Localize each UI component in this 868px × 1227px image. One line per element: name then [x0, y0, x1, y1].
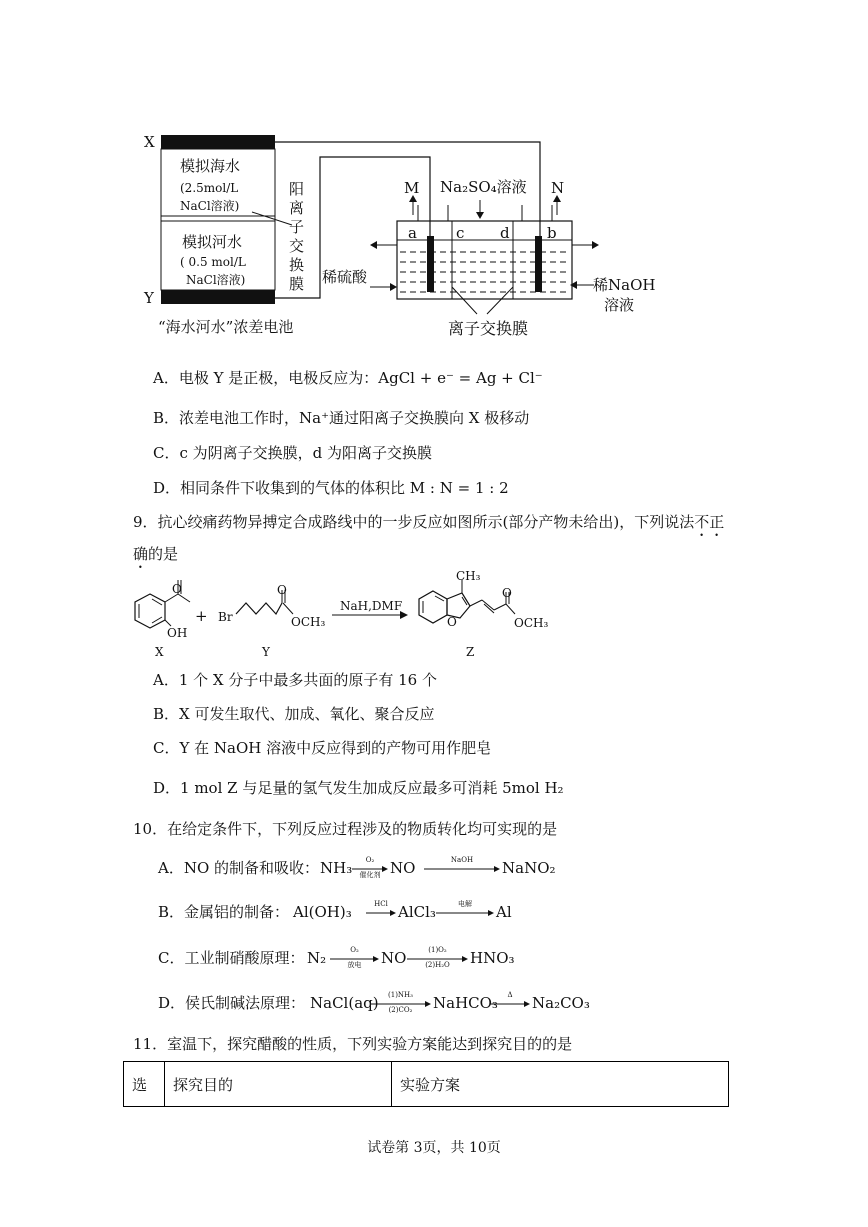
ion-membrane-label: 离子交换膜	[448, 319, 529, 338]
q10-b-arrow2-top: 电解	[458, 900, 472, 908]
q10-d-label: D．侯氏制碱法原理：	[158, 994, 306, 1012]
q10-a-label: A．NO 的制备和吸收：	[158, 859, 320, 877]
label-x: X	[144, 133, 155, 151]
q9-stem-line2: 确的是	[133, 545, 179, 563]
y-oxygen-label: O	[277, 583, 287, 597]
table-header-plan: 实验方案	[392, 1062, 729, 1107]
q9-option-a: A．1 个 X 分子中最多共面的原子有 16 个	[153, 671, 437, 689]
q11-table	[123, 1061, 729, 1107]
dilute-h2so4-label: 稀硫酸	[322, 268, 368, 286]
river-conc-label: ( 0.5 mol/L	[180, 255, 246, 269]
q10-a-s3: NaNO₂	[502, 859, 556, 877]
reaction-condition: NaH,DMF	[340, 599, 403, 613]
compound-x-label: X	[155, 645, 164, 659]
q10-c-s1: N₂	[307, 949, 327, 967]
q9-option-d: D．1 mol Z 与足量的氢气发生加成反应最多可消耗 5mol H₂	[153, 779, 564, 797]
q11-stem: 11．室温下，探究醋酸的性质，下列实验方案能达到探究目的的是	[133, 1035, 573, 1053]
label-b: b	[547, 224, 557, 242]
q10-d-arrow1-bottom: (2)CO₂	[388, 1006, 413, 1014]
table-row	[124, 1062, 729, 1107]
q10-d-s1: NaCl(aq)	[310, 994, 379, 1012]
q10-d-s2: NaHCO₃	[433, 994, 498, 1012]
compound-z-label: Z	[466, 645, 475, 659]
q8-option-a: A．电极 Y 是正极，电极反应为：AgCl + e⁻ = Ag + Cl⁻	[153, 369, 543, 387]
x-oh-label: OH	[167, 626, 188, 640]
q10-c-s3: HNO₃	[470, 949, 515, 967]
q10-a-arrow1-bottom: 催化剂	[359, 871, 381, 879]
q10-c-arrow1-top: O₂	[350, 946, 359, 954]
z-och3-label: OCH₃	[514, 616, 549, 630]
dilute-naoh-label-2: 溶液	[604, 296, 635, 314]
q10-c-arrow2-top: (1)O₂	[428, 946, 447, 954]
river-water-label: 模拟河水	[182, 233, 243, 251]
q10-d-s3: Na₂CO₃	[532, 994, 590, 1012]
q10-b-arrow1-top: HCl	[374, 900, 388, 908]
q10-d-arrow2-top: Δ	[507, 991, 513, 999]
label-y: Y	[144, 289, 154, 307]
q8-option-b: B．浓差电池工作时，Na⁺通过阳离子交换膜向 X 极移动	[153, 409, 530, 427]
compound-y-label: Y	[262, 645, 270, 659]
y-br-label: Br	[218, 610, 233, 624]
q10-c-label: C．工业制硝酸原理：	[158, 949, 305, 967]
y-och3-label: OCH₃	[291, 615, 326, 629]
page-footer: 试卷第 3页，共 10页	[367, 1140, 501, 1156]
sea-water-label: 模拟海水	[180, 157, 241, 175]
q10-c-arrow1-bottom: 放电	[347, 961, 362, 969]
cation-membrane-label: 阳离子交换膜	[289, 180, 305, 293]
emphasis-not-correct: 不正	[694, 513, 725, 531]
label-c: c	[456, 224, 465, 242]
sea-conc-label: (2.5mol/L	[180, 181, 239, 195]
q10-a-arrow1-top: O₂	[365, 856, 375, 864]
label-n: N	[551, 179, 565, 197]
table-header-purpose: 探究目的	[165, 1062, 392, 1107]
q9-stem-line1: 9．抗心绞痛药物异搏定合成路线中的一步反应如图所示(部分产物未给出)，下列说法不正	[133, 513, 725, 531]
q8-option-c: C．c 为阴离子交换膜，d 为阳离子交换膜	[153, 444, 433, 462]
q9-option-b: B．X 可发生取代、加成、氧化、聚合反应	[153, 705, 435, 723]
q10-d-arrow1-top: (1)NH₃	[388, 991, 413, 999]
q8-option-d: D．相同条件下收集到的气体的体积比 M : N = 1 : 2	[153, 479, 509, 497]
z-ch3-label: CH₃	[456, 569, 481, 583]
na2so4-label: Na₂SO₄溶液	[440, 178, 527, 196]
q9-option-c: C．Y 在 NaOH 溶液中反应得到的产物可用作肥皂	[153, 739, 492, 757]
q10-a-s2: NO	[390, 859, 416, 877]
z-oxygen-label: O	[502, 586, 512, 600]
q10-a-s1: NH₃	[320, 859, 353, 877]
q10-b-label: B．金属铝的制备：	[158, 903, 290, 921]
battery-caption: “海水河水”浓差电池	[158, 318, 294, 336]
table-header-option: 选	[124, 1062, 165, 1107]
dilute-naoh-label: 稀NaOH	[593, 276, 656, 294]
x-oxygen-label: O	[172, 582, 182, 596]
sea-sol-label: NaCl溶液)	[180, 199, 240, 213]
q10-b-s1: Al(OH)₃	[293, 903, 352, 921]
q10-c-s2: NO	[381, 949, 407, 967]
q10-c-arrow2-bottom: (2)H₂O	[425, 961, 450, 969]
label-m: M	[404, 179, 420, 197]
label-d: d	[500, 224, 510, 242]
river-sol-label: NaCl溶液)	[186, 273, 246, 287]
q10-a-arrow2-top: NaOH	[450, 856, 474, 864]
z-ring-oxygen: O	[447, 615, 457, 629]
q10-b-s2: AlCl₃	[398, 903, 436, 921]
q10-b-s3: Al	[496, 903, 512, 921]
label-a: a	[408, 224, 417, 242]
q10-stem: 10．在给定条件下，下列反应过程涉及的物质转化均可实现的是	[133, 820, 558, 838]
plus-sign: +	[195, 607, 208, 625]
